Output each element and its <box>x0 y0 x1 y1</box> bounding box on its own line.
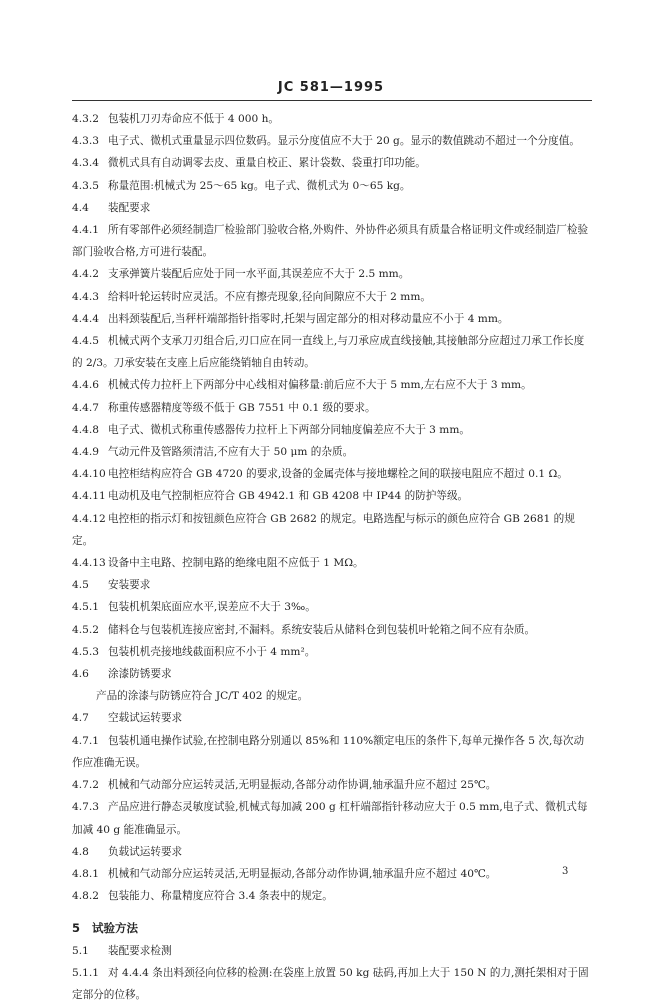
clause-text: 机械式两个支承刀刃组合后,刃口应在同一直线上,与刀承应成直线接触,其接触部分应超过刀承工作长度的 2/3。刀承安装在支座上后应能绕销轴自由转动。 <box>72 335 585 370</box>
clause-paragraph <box>72 175 592 197</box>
clause-number: 4.4.7 <box>72 401 99 414</box>
clause-paragraph <box>72 841 592 863</box>
clause-number: 4.8.1 <box>72 867 99 880</box>
clause-paragraph <box>72 286 592 308</box>
clause-paragraph <box>72 441 592 463</box>
clause-paragraph <box>72 374 592 396</box>
clause-text: 电子式、微机式称重传感器传力拉杆上下两部分同轴度偏差应不大于 3 mm。 <box>108 423 470 436</box>
clause-number: 4.4 <box>72 201 89 214</box>
clause-number: 4.4.9 <box>72 446 99 459</box>
clause-text: 气动元件及管路须清洁,不应有大于 50 μm 的杂质。 <box>108 446 354 459</box>
clause-number: 5.1.1 <box>72 966 99 979</box>
clause-text: 设备中主电路、控制电路的绝缘电阻不应低于 1 MΩ。 <box>108 557 364 570</box>
clause-text: 产品的涂漆与防锈应符合 JC/T 402 的规定。 <box>96 690 309 703</box>
clause-text: 装配要求 <box>108 201 151 214</box>
clause-number: 5.1 <box>72 944 89 957</box>
clause-text: 包装机机架底面应水平,误差应不大于 3‰。 <box>108 601 316 614</box>
section-title <box>72 917 592 939</box>
clause-paragraph <box>72 308 592 330</box>
clause-text: 包装机机壳接地线截面积应不小于 4 mm²。 <box>108 645 316 658</box>
clause-paragraph <box>72 596 592 618</box>
clause-number: 4.5.1 <box>72 601 99 614</box>
clause-number: 4.4.4 <box>72 312 99 325</box>
clause-paragraph <box>72 707 592 729</box>
clause-text: 包装机刀刃寿命应不低于 4 000 h。 <box>108 113 280 125</box>
clause-number: 4.4.3 <box>72 290 99 303</box>
clause-paragraph <box>72 219 592 263</box>
clause-text: 支承弹簧片装配后应处于同一水平面,其误差应不大于 2.5 mm。 <box>108 268 410 281</box>
clause-paragraph <box>72 552 592 574</box>
section-number: 5 <box>72 921 81 936</box>
clause-number: 4.3.4 <box>72 157 99 170</box>
clause-text: 出料颈装配后,当秤杆端部指针指零时,托架与固定部分的相对移动量应不小于 4 mm。 <box>108 312 509 325</box>
clause-number: 4.7.1 <box>72 734 99 747</box>
clause-paragraph <box>72 685 592 707</box>
clause-number: 4.4.13 <box>72 557 106 570</box>
clause-text: 电控柜的指示灯和按钮颜色应符合 GB 2682 的规定。电路选配与标示的颜色应符合 GB 2681 的规定。 <box>72 512 575 547</box>
clause-text: 称重传感器精度等级不低于 GB 7551 中 0.1 级的要求。 <box>108 401 376 414</box>
clause-text: 涂漆防锈要求 <box>108 668 172 681</box>
clause-text: 包装能力、称量精度应符合 3.4 条表中的规定。 <box>108 890 333 903</box>
clause-paragraph <box>72 130 592 152</box>
clause-paragraph <box>72 663 592 685</box>
clause-paragraph <box>72 463 592 485</box>
clause-number: 4.6 <box>72 668 89 681</box>
clause-paragraph <box>72 574 592 596</box>
clause-number: 4.8 <box>72 845 89 858</box>
header-rule <box>72 100 592 101</box>
clause-number: 4.5 <box>72 579 89 592</box>
clause-number: 4.7.3 <box>72 801 99 814</box>
clause-text: 所有零部件必须经制造厂检验部门验收合格,外购件、外协件必须具有质量合格证明文件或经制造厂检验部门验收合格,方可进行装配。 <box>72 224 589 259</box>
clause-paragraph <box>72 619 592 641</box>
clause-paragraph <box>72 419 592 441</box>
clause-text: 机械和气动部分应运转灵活,无明显振动,各部分动作协调,轴承温升应不超过 40℃。 <box>108 867 497 880</box>
clause-number: 4.8.2 <box>72 890 99 903</box>
clause-text: 装配要求检测 <box>108 944 172 957</box>
clause-number: 4.5.3 <box>72 645 99 658</box>
clause-text: 机械式传力拉杆上下两部分中心线相对偏移量:前后应不大于 5 mm,左右应不大于 3 mm。 <box>108 379 532 392</box>
clause-text: 负载试运转要求 <box>108 845 183 858</box>
clause-paragraph <box>72 962 592 1006</box>
clause-paragraph <box>72 863 592 885</box>
clause-number: 4.7 <box>72 712 89 725</box>
clause-paragraph <box>72 774 592 796</box>
clause-number: 4.4.2 <box>72 268 99 281</box>
clause-number: 4.4.1 <box>72 224 99 237</box>
clause-number: 4.4.12 <box>72 512 106 525</box>
clause-number: 4.4.11 <box>72 490 106 503</box>
clause-paragraph <box>72 152 592 174</box>
clause-text: 机械和气动部分应运转灵活,无明显振动,各部分动作协调,轴承温升应不超过 25℃。 <box>108 779 497 792</box>
clause-text: 储料仓与包装机连接应密封,不漏料。系统安装后从储料仓到包装机叶轮箱之间不应有杂质。 <box>108 623 536 636</box>
clause-number: 4.5.2 <box>72 623 99 636</box>
document-body <box>72 108 592 1006</box>
document-code-header: JC 581—1995 <box>277 80 385 95</box>
clause-paragraph <box>72 730 592 774</box>
clause-paragraph <box>72 197 592 219</box>
clause-text: 给料叶轮运转时应灵活。不应有擦壳现象,径向间隙应不大于 2 mm。 <box>108 290 431 303</box>
clause-paragraph <box>72 885 592 907</box>
clause-text: 安装要求 <box>108 579 151 592</box>
clause-paragraph <box>72 641 592 663</box>
clause-number: 4.7.2 <box>72 779 99 792</box>
clause-number: 4.4.10 <box>72 468 106 481</box>
clause-number: 4.4.5 <box>72 335 99 348</box>
clause-number: 4.3.3 <box>72 135 99 148</box>
clause-number: 4.3.2 <box>72 113 99 125</box>
clause-text: 空载试运转要求 <box>108 712 183 725</box>
clause-text: 包装机通电操作试验,在控制电路分别通以 85%和 110%额定电压的条件下,每单元操作各 5 次,每次动作应准确无误。 <box>72 734 585 769</box>
clause-text: 称量范围:机械式为 25～65 kg。电子式、微机式为 0～65 kg。 <box>108 179 411 192</box>
clause-text: 电动机及电气控制柜应符合 GB 4942.1 和 GB 4208 中 IP44 的防护等级。 <box>108 490 469 503</box>
clause-text: 电控柜结构应符合 GB 4720 的要求,设备的金属壳体与接地螺栓之间的联接电阻应不超过 0.1 Ω。 <box>108 468 568 481</box>
page-number: 3 <box>562 866 569 877</box>
clause-paragraph <box>72 485 592 507</box>
clause-paragraph <box>72 263 592 285</box>
clause-paragraph <box>72 108 592 130</box>
clause-number: 4.4.6 <box>72 379 99 392</box>
clause-paragraph <box>72 330 592 374</box>
clause-text: 对 4.4.4 条出料颈径向位移的检测:在袋座上放置 50 kg 砝码,再加上大于 150 N 的力,测托架相对于固定部分的位移。 <box>72 966 589 1001</box>
clause-number: 4.4.8 <box>72 423 99 436</box>
clause-number: 4.3.5 <box>72 179 99 192</box>
clause-text: 产品应进行静态灵敏度试验,机械式每加减 200 g 杠杆端部指针移动应大于 0.5 mm,电子式、微机式每加减 40 g 能准确显示。 <box>72 801 588 836</box>
section-title-text: 试验方法 <box>92 921 138 936</box>
clause-text: 微机式具有自动调零去皮、重量自校正、累计袋数、袋重打印功能。 <box>108 157 426 170</box>
clause-paragraph <box>72 796 592 840</box>
clause-paragraph <box>72 397 592 419</box>
clause-paragraph <box>72 940 592 962</box>
clause-paragraph <box>72 508 592 552</box>
clause-text: 电子式、微机式重量显示四位数码。显示分度值应不大于 20 g。显示的数值跳动不超过一个分度值。 <box>108 135 580 148</box>
